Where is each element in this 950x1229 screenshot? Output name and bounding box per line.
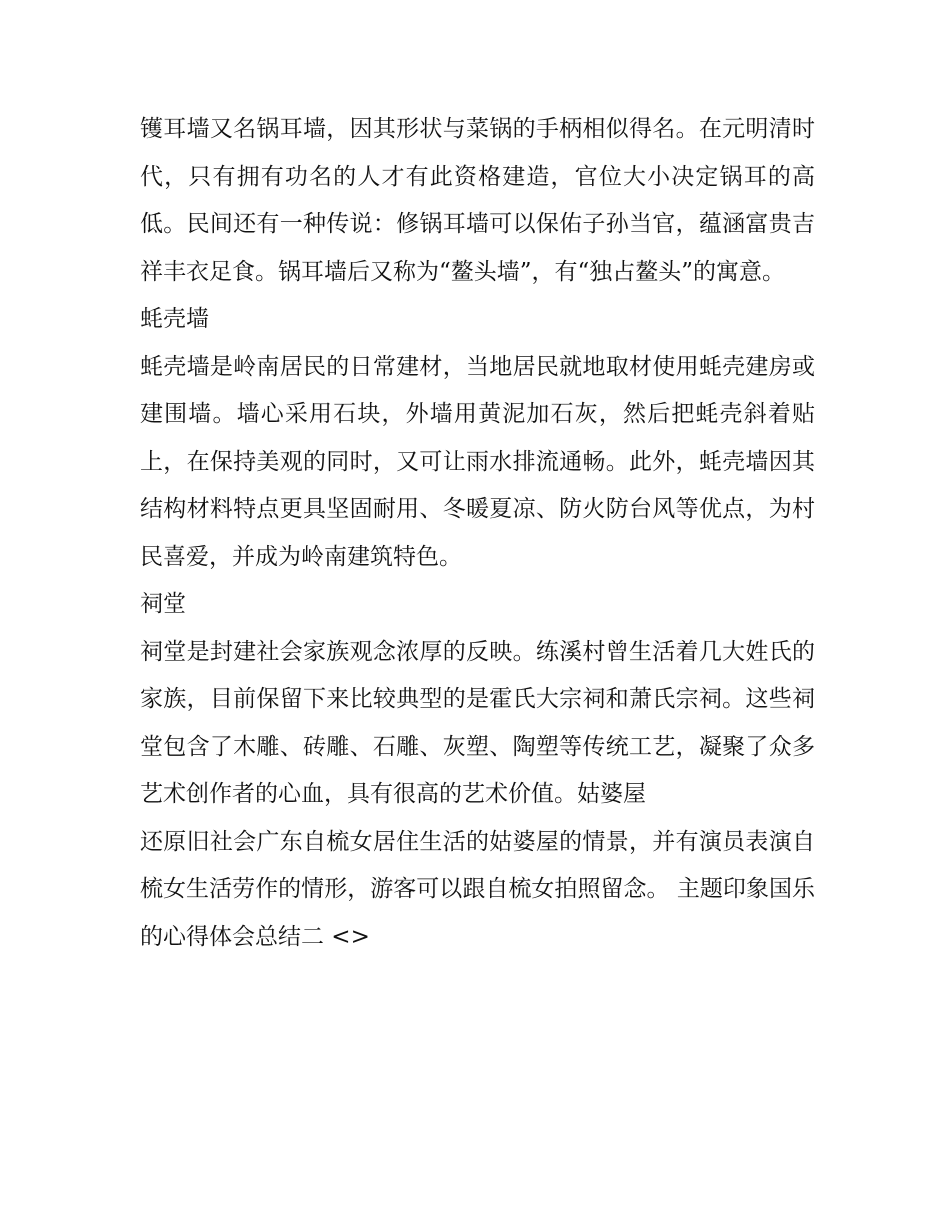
paragraph-aunt-house: 还原旧社会广东自梳女居住生活的姑婆屋的情景，并有演员表演自梳女生活劳作的情形，游客可以跟自梳女拍照留念。 主题印象国乐的心得体会总结二 <> bbox=[140, 828, 815, 950]
paragraph-ancestral-temple: 祠堂是封建社会家族观念浓厚的反映。练溪村曾生活着几大姓氏的家族，目前保留下来比较典型的是霍氏大宗祠和萧氏宗祠。这些祠堂包含了木雕、砖雕、石雕、灰塑、陶塑等传统工艺，凝聚了众多艺术创作者的心血，具有很高的艺术价值。姑婆屋 bbox=[140, 638, 815, 807]
paragraph-oyster-shell-wall: 蚝壳墙是岭南居民的日常建材，当地居民就地取材使用蚝壳建房或建围墙。墙心采用石块，外墙用黄泥加石灰，然后把蚝壳斜着贴上，在保持美观的同时，又可让雨水排流通畅。此外，蚝壳墙因其结构材料特点更具坚固耐用、冬暖夏凉、防火防台风等优点，为村民喜爱，并成为岭南建筑特色。 bbox=[140, 353, 815, 570]
heading-oyster-shell-wall: 蚝壳墙 bbox=[140, 306, 209, 332]
heading-ancestral-temple: 祠堂 bbox=[140, 591, 186, 617]
paragraph-wok-ear-wall: 镬耳墙又名锅耳墙，因其形状与菜锅的手柄相似得名。在元明清时代，只有拥有功名的人才有此资格建造，官位大小决定锅耳的高低。民间还有一种传说：修锅耳墙可以保佑子孙当官，蕴涵富贵吉祥丰衣足食。锅耳墙后又称为“鳌头墙”，有“独占鳌头”的寓意。 bbox=[140, 116, 815, 285]
document-page bbox=[140, 106, 815, 961]
